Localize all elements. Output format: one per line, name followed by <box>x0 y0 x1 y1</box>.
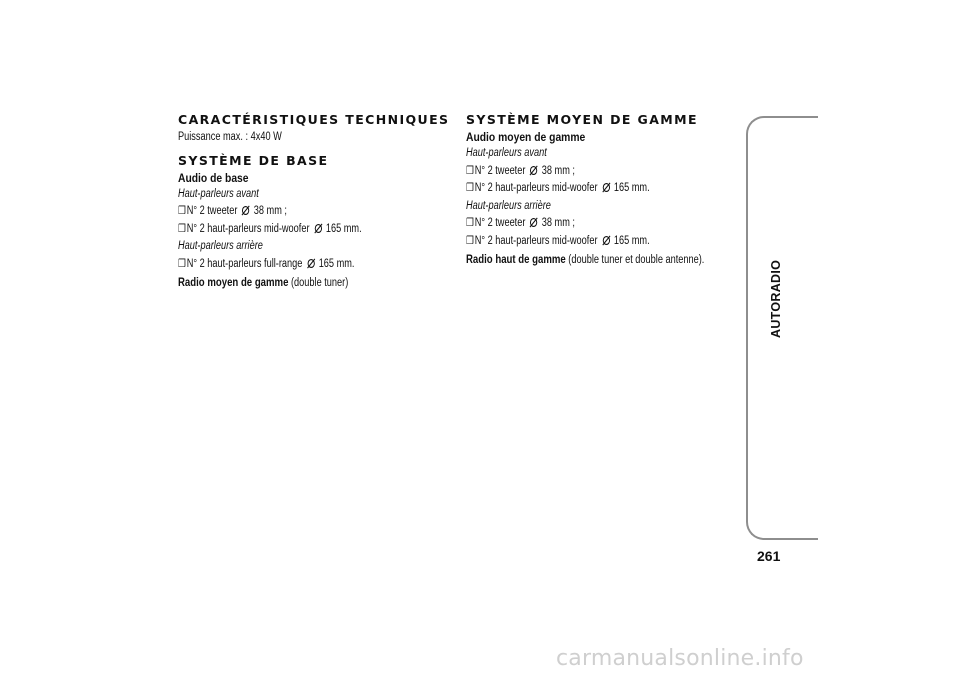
radio-high-line: Radio haut de gamme (double tuner et double antenne). <box>466 251 705 266</box>
rear-speakers-label: Haut-parleurs arrière <box>466 199 551 212</box>
checkbox-bullet-icon: ❒ <box>466 182 474 195</box>
radio-mid-line: Radio moyen de gamme (double tuner) <box>178 274 349 289</box>
audio-mid-heading: Audio moyen de gamme <box>466 130 586 144</box>
list-item: ❒N° 2 haut-parleurs mid-woofer 165 mm. <box>466 182 650 195</box>
checkbox-bullet-icon: ❒ <box>466 164 474 177</box>
list-item: ❒N° 2 haut-parleurs full-range 165 mm. <box>178 257 355 270</box>
list-item: ❒N° 2 haut-parleurs mid-woofer 165 mm. <box>178 222 362 235</box>
left-column <box>178 112 450 292</box>
diameter-icon <box>602 235 611 246</box>
radio-mid-label: Radio moyen de gamme <box>178 274 289 289</box>
checkbox-bullet-icon: ❒ <box>178 257 186 270</box>
diameter-icon <box>307 258 316 269</box>
checkbox-bullet-icon: ❒ <box>466 234 474 247</box>
list-item: ❒N° 2 haut-parleurs mid-woofer 165 mm. <box>466 234 650 247</box>
diameter-icon <box>242 205 251 216</box>
front-speakers-label: Haut-parleurs avant <box>178 187 259 200</box>
checkbox-bullet-icon: ❒ <box>178 222 186 235</box>
base-system-title: SYSTÈME DE BASE <box>178 152 329 168</box>
diameter-icon <box>530 217 539 228</box>
audio-base-heading: Audio de base <box>178 170 249 185</box>
watermark: carmanualsonline.info <box>556 646 804 671</box>
tech-specs-title: CARACTÉRISTIQUES TECHNIQUES <box>178 112 450 127</box>
diameter-icon <box>530 165 539 176</box>
rear-speakers-label: Haut-parleurs arrière <box>178 240 263 253</box>
page-number: 261 <box>757 548 781 564</box>
diameter-icon <box>314 223 323 234</box>
diameter-icon <box>602 182 611 193</box>
front-speakers-label: Haut-parleurs avant <box>466 147 547 159</box>
mid-system-title: SYSTÈME MOYEN DE GAMME <box>466 112 698 127</box>
power-line: Puissance max. : 4x40 W <box>178 131 282 143</box>
list-item: ❒N° 2 tweeter 38 mm ; <box>466 217 575 230</box>
list-item: ❒N° 2 tweeter 38 mm ; <box>466 164 575 177</box>
radio-high-label: Radio haut de gamme <box>466 251 566 266</box>
list-item: ❒N° 2 tweeter 38 mm ; <box>178 205 287 218</box>
checkbox-bullet-icon: ❒ <box>466 217 474 230</box>
right-column <box>466 112 726 269</box>
checkbox-bullet-icon: ❒ <box>178 205 186 218</box>
